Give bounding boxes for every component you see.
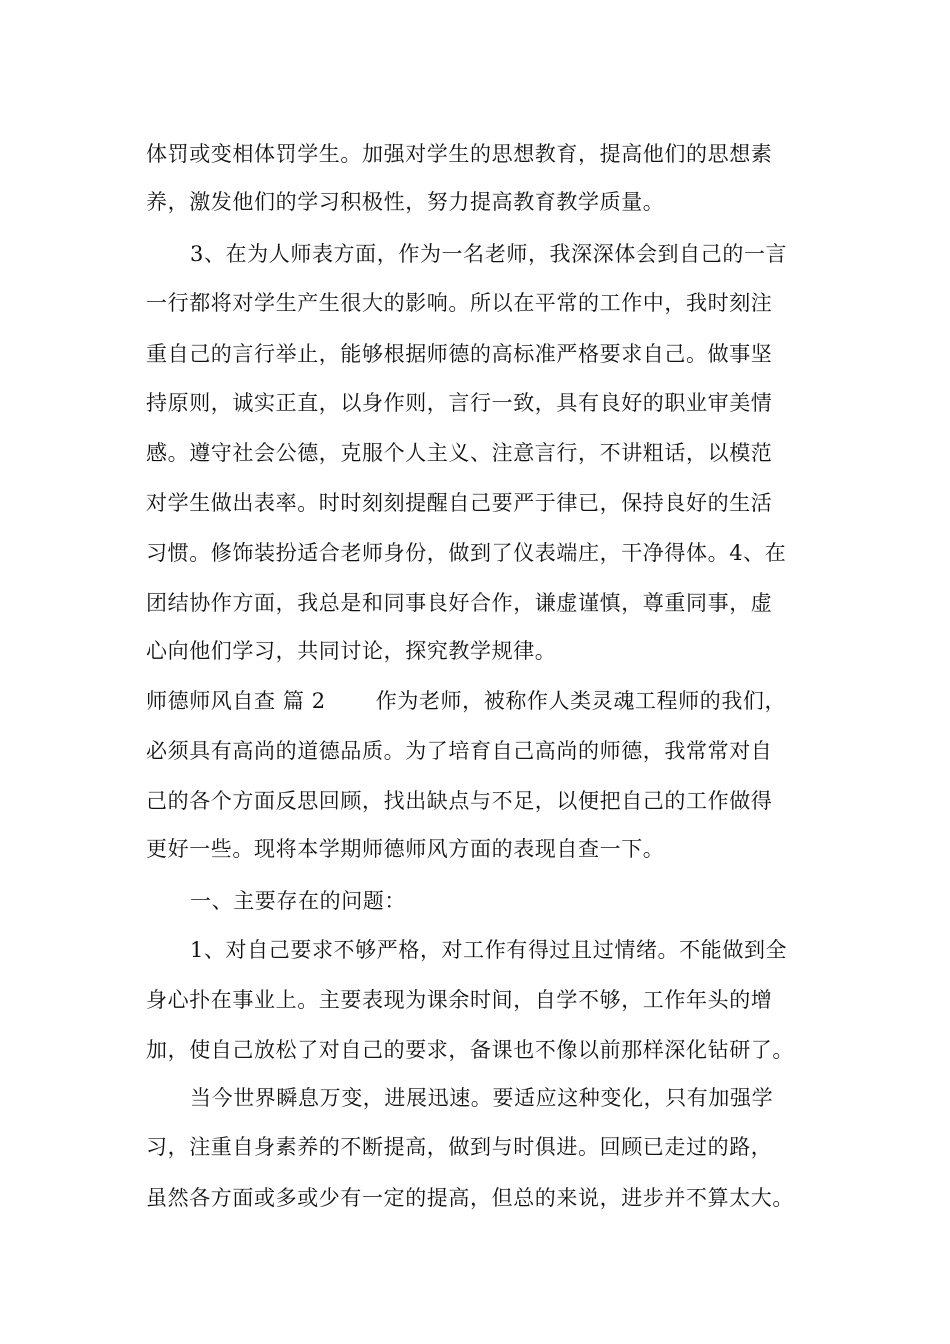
text-line: 对学生做出表率。时时刻刻提醒自己要严于律已，保持良好的生活 — [146, 491, 773, 515]
text-line: 习惯。修饰装扮适合老师身份，做到了仪表端庄，干净得体。4、在 — [146, 541, 787, 565]
text-line: 1、对自己要求不够严格，对工作有得过且过情绪。不能做到全 — [190, 938, 788, 962]
text-line: 当今世界瞬息万变，进展迅速。要适应这种变化，只有加强学 — [190, 1086, 774, 1110]
text-line: 身心扑在事业上。主要表现为课余时间，自学不够，工作年头的增 — [146, 988, 773, 1012]
text-line: 己的各个方面反思回顾，找出缺点与不足，以便把自己的工作做得 — [146, 789, 773, 813]
text-line: 团结协作方面，我总是和同事良好合作，谦虚谨慎，尊重同事，虚 — [146, 591, 773, 615]
text-line: 虽然各方面或多或少有一定的提高，但总的来说，进步并不算太大。 — [146, 1186, 794, 1210]
text-line: 持原则，诚实正直，以身作则，言行一致，具有良好的职业审美情 — [146, 391, 773, 415]
text-line: 必须具有高尚的道德品质。为了培育自己高尚的师德，我常常对自 — [146, 739, 773, 763]
text-line: 习，注重自身素养的不断提高，做到与时俱进。回顾已走过的路， — [146, 1135, 773, 1159]
text-line: 心向他们学习，共同讨论，探究教学规律。 — [146, 639, 557, 663]
section-first-line: 作为老师，被称作人类灵魂工程师的我们， — [375, 689, 787, 713]
section-heading-line — [146, 688, 786, 714]
subheading-line: 一、主要存在的问题： — [190, 889, 406, 913]
text-line: 一行都将对学生产生很大的影响。所以在平常的工作中，我时刻注 — [146, 291, 773, 315]
text-line: 更好一些。现将本学期师德师风方面的表现自查一下。 — [146, 837, 665, 861]
text-line: 3、在为人师表方面，作为一名老师，我深深体会到自己的一言 — [190, 242, 788, 266]
text-line: 加，使自己放松了对自己的要求，备课也不像以前那样深化钻研了。 — [146, 1038, 794, 1062]
section-heading: 师德师风自查 篇 2 — [146, 689, 326, 713]
text-line: 重自己的言行举止，能够根据师德的高标准严格要求自己。做事坚 — [146, 342, 773, 366]
text-line: 养，激发他们的学习积极性，努力提高教育教学质量。 — [146, 190, 665, 214]
text-line: 感。遵守社会公德，克服个人主义、注意言行，不讲粗话，以模范 — [146, 441, 773, 465]
text-line: 体罚或变相体罚学生。加强对学生的思想教育，提高他们的思想素 — [146, 142, 773, 166]
